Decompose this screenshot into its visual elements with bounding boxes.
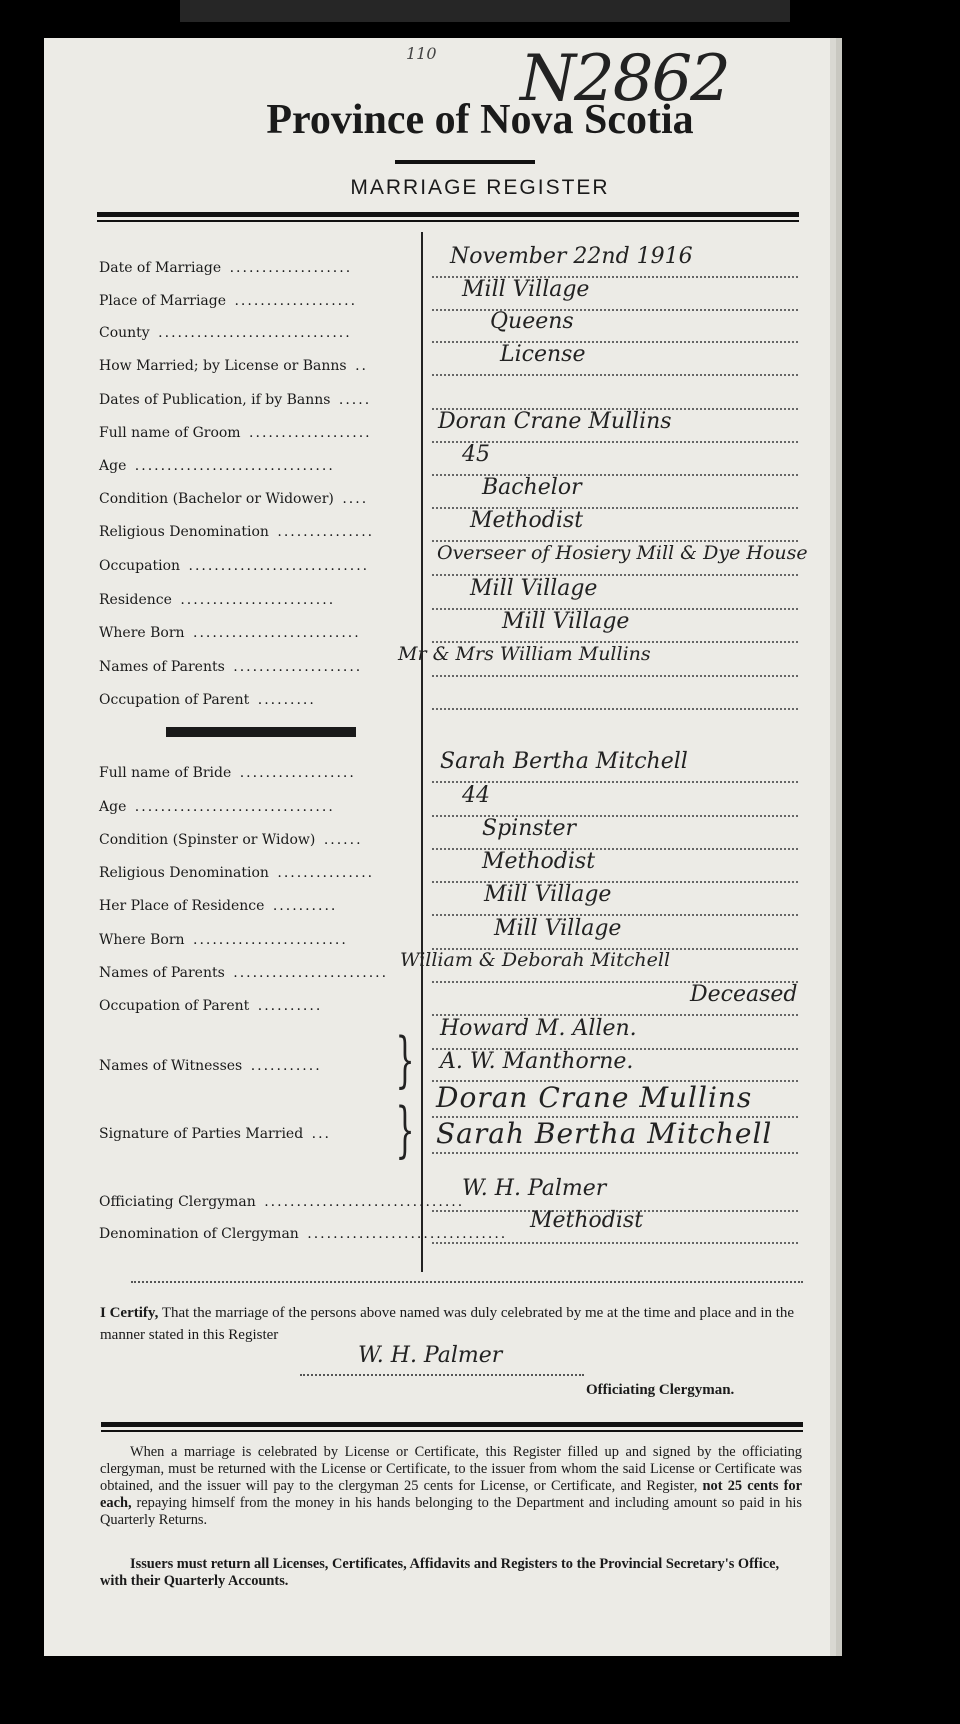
field-label-text: Date of Marriage [99,260,222,276]
leader-dots: ...... [317,832,363,848]
field-value: Deceased [690,982,798,1007]
leader-dots: .............................. [151,325,352,341]
page-title: Province of Nova Scotia [266,97,694,143]
field-value: Mill Village [470,576,598,601]
field-label-text: County [99,325,150,341]
leader-dots: .................... [226,659,363,675]
field-label-text: Condition (Bachelor or Widower) [99,491,334,507]
leader-dots: ............................... [128,799,335,815]
field-value: 44 [462,783,490,808]
field-label-text: Religious Denomination [99,524,269,540]
leader-dots: .......... [251,998,323,1014]
bottom-thick-rule [101,1422,803,1427]
leader-dots: ........................ [186,932,348,948]
field-label-text: Occupation of Parent [99,692,250,708]
field-label [99,425,419,441]
bride-signature: Sarah Bertha Mitchell [436,1117,773,1150]
field-value-line [432,374,798,376]
field-label [99,692,419,708]
field-label [99,358,419,374]
field-value: Mill Village [484,882,612,907]
field-label [99,592,419,608]
leader-dots: ............... [270,865,375,881]
field-label [99,932,419,948]
parties-label: Signature of Parties Married ... [99,1126,331,1142]
field-label [99,458,419,474]
field-value: 45 [462,442,490,467]
field-label [99,260,419,276]
witnesses-label: Names of Witnesses ........... [99,1058,322,1074]
top-double-rule [97,212,799,217]
leader-dots: ......... [251,692,316,708]
field-value-line [432,675,798,677]
bride-section-bar [166,727,356,737]
field-label [99,293,419,309]
field-value: Bachelor [482,475,582,500]
clergy-denomination-label: Denomination of Clergyman ............................... [99,1226,508,1242]
field-label-text: Condition (Spinster or Widow) [99,832,316,848]
witness-2-value: A. W. Manthorne. [440,1049,634,1074]
certificate-signature-label: Officiating Clergyman. [586,1382,735,1398]
field-label [99,524,419,540]
certificate-signature-line [300,1374,584,1376]
field-label-text: Occupation of Parent [99,998,250,1014]
leader-dots: ................... [242,425,372,441]
field-label [99,965,419,981]
top-thin-rule [97,220,799,222]
groom-signature: Doran Crane Mullins [436,1081,753,1114]
leader-dots: ............................... [128,458,335,474]
certificate-signature: W. H. Palmer [358,1343,503,1368]
field-value: Methodist [482,849,596,874]
field-label-text: Full name of Bride [99,765,232,781]
certificate-text: That the marriage of the persons above named was duly celebrated by me at the time and place and in the manner stated in this Register [100,1305,795,1343]
leader-dots: ................... [228,293,358,309]
field-label [99,832,419,848]
field-value: Mr & Mrs William Mullins [398,643,651,665]
field-label-text: Where Born [99,625,185,641]
field-label [99,765,419,781]
field-label-text: Occupation [99,558,181,574]
field-label-text: Dates of Publication, if by Banns [99,392,331,408]
field-value: License [500,342,586,367]
issuers-notice: Issuers must return all Licenses, Certificates, Affidavits and Registers to the Provincial Secretary's Office, with their Quarterly Accounts. [100,1556,780,1589]
certificate-dotted-rule [131,1281,803,1283]
field-value: Mill Village [502,609,630,634]
field-label [99,558,419,574]
certificate-lead: I Certify, [100,1305,159,1321]
leader-dots: .... [335,491,369,507]
field-label [99,491,419,507]
witnesses-brace: } [395,1025,415,1095]
leader-dots: ........................ [226,965,389,981]
parties-line-2 [432,1152,798,1154]
folio-number: 110 [406,44,437,63]
field-value: November 22nd 1916 [450,244,693,269]
field-value: Sarah Bertha Mitchell [440,749,688,774]
field-label [99,998,419,1014]
notice-text-bold: not 25 cents for each, [100,1478,802,1511]
clergyman-value: W. H. Palmer [462,1176,607,1201]
witness-1-value: Howard M. Allen. [440,1016,637,1041]
field-value: Methodist [470,508,584,533]
field-label [99,325,419,341]
field-label-text: Her Place of Residence [99,898,265,914]
page-subtitle: MARRIAGE REGISTER [350,176,610,199]
leader-dots: .......... [266,898,338,914]
leader-dots: .......................... [186,625,361,641]
field-value-line [432,309,798,311]
field-label-text: Age [99,799,127,815]
field-value: Doran Crane Mullins [438,409,672,434]
field-label-text: How Married; by License or Banns [99,358,347,374]
certificate-statement [100,1302,800,1346]
field-label-text: Names of Parents [99,965,225,981]
notice-text-a: When a marriage is celebrated by License or Certificate, this Register filled up and signed by the officiating clergyman, must be returned with the License or Certificate, to the issuer from whom the said License or Certificate was obtained, and the issuer will pay to the clergyman 25 cents for License, or Certificate, and Register, [100,1444,802,1494]
field-label-text: Names of Parents [99,659,225,675]
column-divider [421,232,423,1272]
leader-dots: ........................ [173,592,336,608]
field-value: Queens [490,309,574,334]
field-value: Mill Village [462,277,590,302]
field-label [99,865,419,881]
title-underline [395,160,535,164]
field-label [99,392,419,408]
scanner-edge [180,0,790,22]
field-value-line [432,341,798,343]
field-label-text: Age [99,458,127,474]
field-value: Overseer of Hosiery Mill & Dye House [437,542,808,564]
field-label-text: Religious Denomination [99,865,269,881]
field-label-text: Residence [99,592,172,608]
return-notice [100,1444,802,1529]
field-label [99,898,419,914]
leader-dots: ............................ [182,558,370,574]
leader-dots: ..... [332,392,372,408]
field-label-text: Full name of Groom [99,425,241,441]
leader-dots: .................. [233,765,356,781]
field-label-text: Place of Marriage [99,293,227,309]
field-value: Spinster [482,816,577,841]
field-value: Mill Village [494,916,622,941]
notice-text-b: repaying himself from the money in his hands belonging to the Department and including amount so paid in his Quarterly Returns. [100,1495,802,1528]
clergy-denomination-line [432,1242,798,1244]
field-value-line [432,708,798,710]
field-value: William & Deborah Mitchell [400,949,671,971]
leader-dots: ................... [223,260,353,276]
register-number: N2862 [520,42,729,116]
parties-brace: } [395,1095,415,1165]
bottom-thin-rule [101,1430,803,1432]
field-label [99,659,419,675]
field-label [99,625,419,641]
leader-dots: .. [348,358,368,374]
field-label-text: Where Born [99,932,185,948]
field-label [99,799,419,815]
leader-dots: ............... [270,524,375,540]
clergyman-label: Officiating Clergyman ............................... [99,1194,465,1210]
clergy-denomination-value: Methodist [530,1208,644,1233]
